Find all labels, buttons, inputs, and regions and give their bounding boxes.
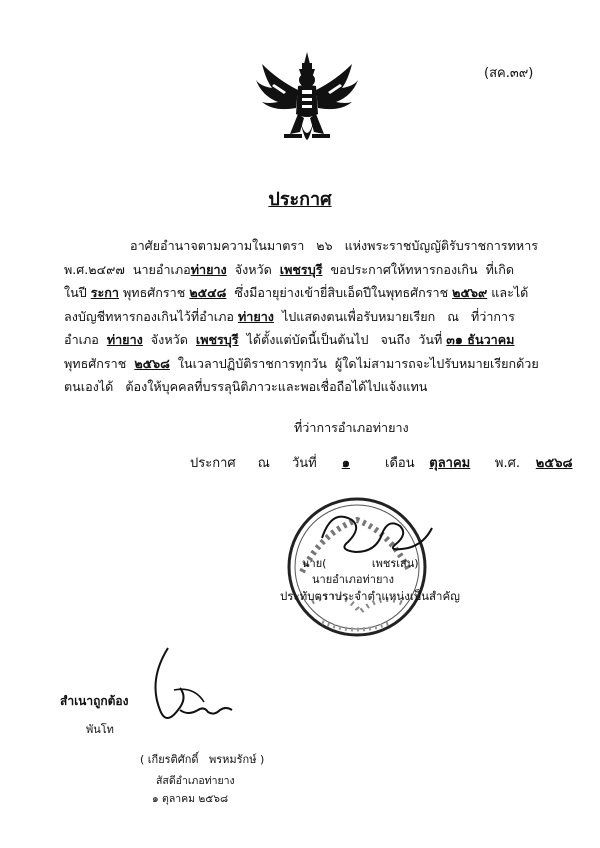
certifier-rank: พันโท xyxy=(86,723,114,736)
body-line-5: อำเภอ ท่ายาง จังหวัด เพชรบุรี ได้ตั้งแต่บัดนี้เป็นต้นไป จนถึง วันที่ ๓๑ ธันวาคม xyxy=(64,332,515,347)
office-district: ท่ายาง xyxy=(106,332,143,347)
stamp-note: ประทับตราประจำตำแหน่งเป็นสำคัญ xyxy=(280,589,460,603)
garuda-emblem-icon xyxy=(254,50,360,154)
announcement-date: ประกาศ ณ วันที่ ๑ เดือน ตุลาคม พ.ศ. ๒๕๖๘ xyxy=(190,452,584,473)
signer-name: นาย( เพชรเสน) xyxy=(302,557,419,570)
date-month: ตุลาคม xyxy=(429,456,471,471)
date-day: ๑ xyxy=(341,456,351,471)
certifier-signature xyxy=(108,640,248,750)
body-line-3: ในปี ระกา พุทธศักราช ๒๕๔๘ ซึ่งมีอายุย่างเข้ายี่สิบเอ็ดปีในพุทธศักราช ๒๕๖๙ และได้ xyxy=(64,285,529,300)
date-year: ๒๕๖๘ xyxy=(535,456,573,471)
certifier-name: ( เกียรติศักดิ์ พรหมรักษ์ ) xyxy=(140,753,265,766)
form-code: (สค.๓๙) xyxy=(484,66,534,81)
province-name: เพชรบุรี xyxy=(279,262,323,277)
body-line-1: อาศัยอำนาจตามความในมาตรา ๒๖ แห่งพระราชบัญญัติรับราชการทหาร xyxy=(130,238,539,253)
signer-position: นายอำเภอท่ายาง xyxy=(312,573,394,586)
body-line-6: พุทธศักราช ๒๕๖๘ ในเวลาปฏิบัติราชการทุกวัน ผู้ใดไม่สามารถจะไปรับหมายเรียกด้วย xyxy=(64,356,539,371)
deadline-date: ๓๑ ธันวาคม xyxy=(446,332,515,347)
body-line-4: ลงบัญชีทหารกองเกินไว้ที่อำเภอ ท่ายาง ไปแสดงตนเพื่อรับหมายเรียก ณ ที่ว่าการ xyxy=(64,309,515,324)
announcement-title: ประกาศ xyxy=(268,189,332,210)
body-line-2: พ.ศ.๒๔๙๗ นายอำเภอท่ายาง จังหวัด เพชรบุรี ขอประกาศให้ทหารกองเกิน ที่เกิด xyxy=(64,262,515,277)
age-year: ๒๕๖๙ xyxy=(452,285,488,300)
registered-district: ท่ายาง xyxy=(237,309,274,324)
body-line-7: ตนเองได้ ต้องให้บุคคลที่บรรลุนิติภาวะและพอเชื่อถือได้ไปแจ้งแทน xyxy=(64,379,428,394)
birth-year: ๒๕๔๘ xyxy=(189,285,227,300)
certifier-position: สัสดีอำเภอท่ายาง xyxy=(156,775,235,787)
district-name: ท่ายาง xyxy=(190,262,227,277)
office-province: เพชรบุรี xyxy=(195,332,239,347)
certifier-date: ๑ ตุลาคม ๒๕๖๘ xyxy=(152,793,229,805)
certified-copy-label: สำเนาถูกต้อง xyxy=(60,694,129,708)
issuing-office: ที่ว่าการอำเภอท่ายาง xyxy=(294,420,409,435)
birth-year-name: ระกา xyxy=(90,285,119,300)
deadline-year: ๒๕๖๘ xyxy=(134,356,170,371)
